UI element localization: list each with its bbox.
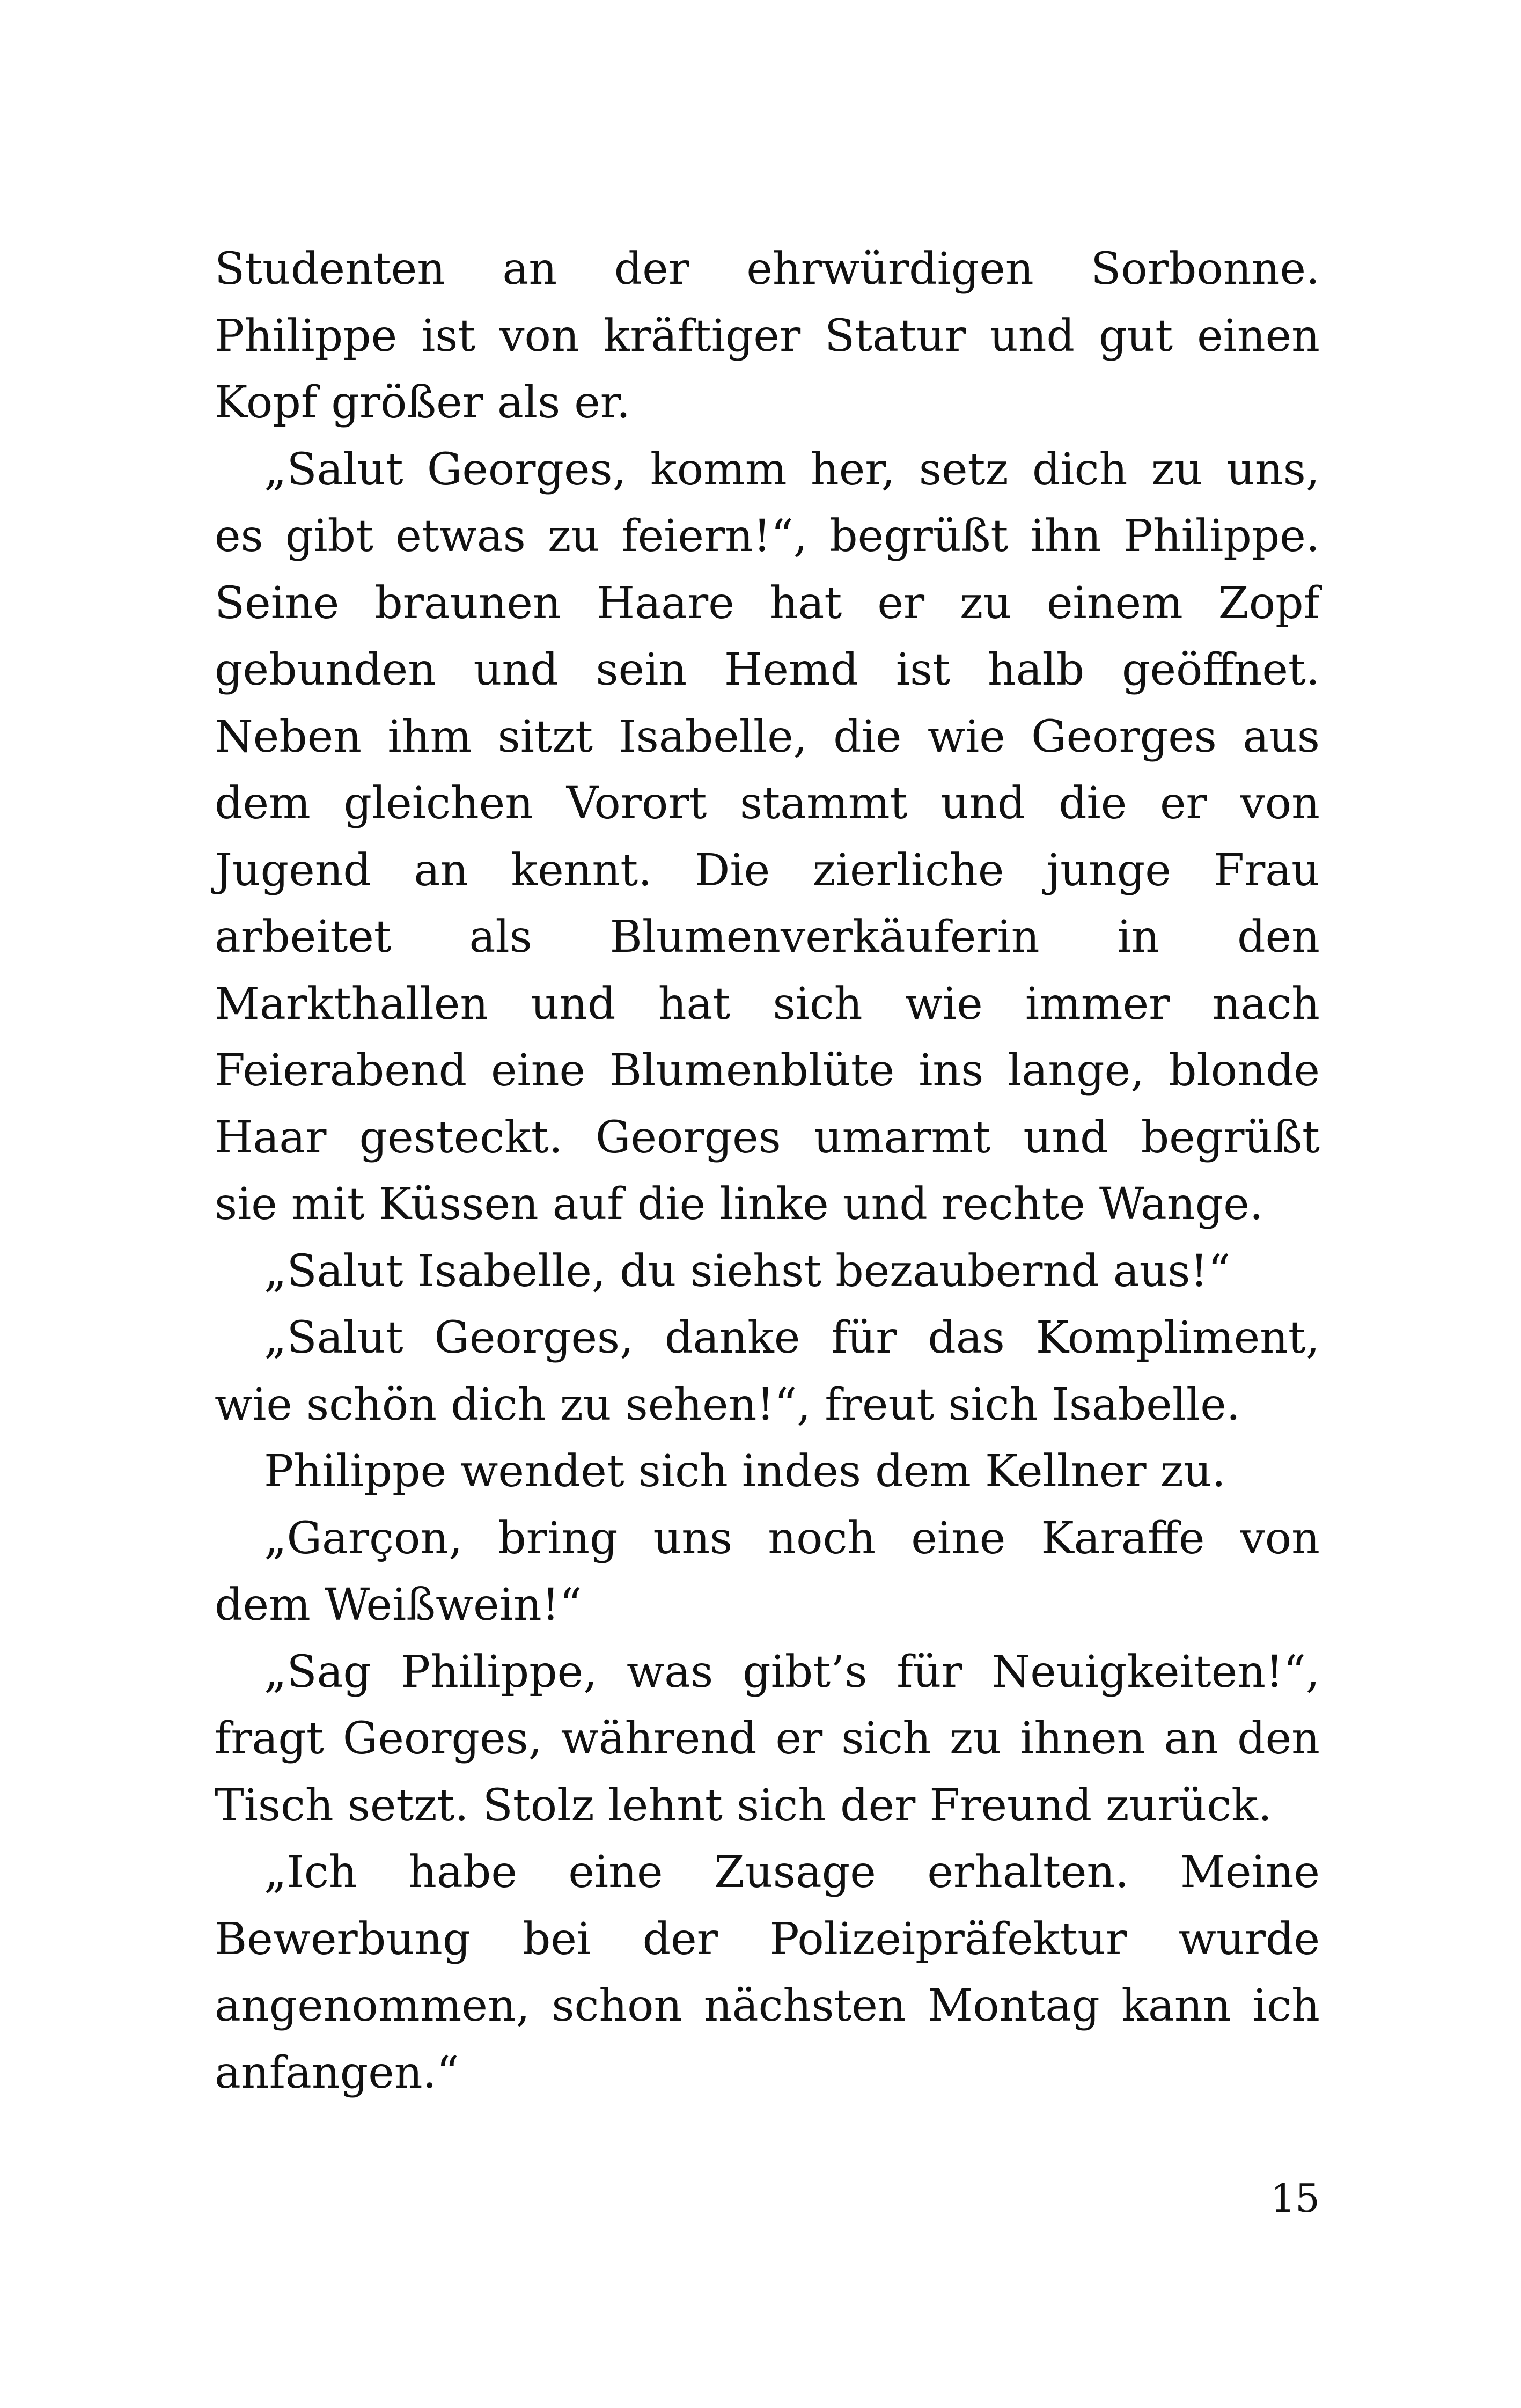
text-line: gebunden und sein Hemd ist halb geöffnet. <box>215 644 1320 695</box>
text-line: „Sag Philippe, was gibt’s für Neuigkeiten!“, <box>264 1646 1320 1698</box>
text-line: Philippe wendet sich indes dem Kellner zu. <box>264 1446 1226 1497</box>
text-line: dem Weißwein!“ <box>215 1580 582 1631</box>
text-line: Seine braunen Haare hat er zu einem Zopf <box>215 577 1320 629</box>
text-line: „Salut Georges, danke für das Kompliment, <box>264 1312 1320 1363</box>
text-line: Kopf größer als er. <box>215 377 630 428</box>
text-line: anfangen.“ <box>215 2047 459 2098</box>
text-line: fragt Georges, während er sich zu ihnen an den <box>215 1713 1320 1764</box>
body-text <box>215 236 1320 2106</box>
text-line: Haar gesteckt. Georges umarmt und begrüßt <box>215 1112 1320 1163</box>
text-line: „Garçon, bring uns noch eine Karaffe von <box>264 1513 1320 1564</box>
text-line: Markthallen und hat sich wie immer nach <box>215 978 1320 1030</box>
text-line: angenommen, schon nächsten Montag kann ich <box>215 1980 1320 2031</box>
text-line: sie mit Küssen auf die linke und rechte Wange. <box>215 1179 1263 1230</box>
text-line: Bewerbung bei der Polizeipräfektur wurde <box>215 1913 1320 1965</box>
text-line: es gibt etwas zu feiern!“, begrüßt ihn Philippe. <box>215 511 1320 562</box>
text-line: Studenten an der ehrwürdigen Sorbonne. <box>215 244 1320 295</box>
text-line: „Ich habe eine Zusage erhalten. Meine <box>264 1847 1320 1898</box>
text-line: „Salut Georges, komm her, setz dich zu uns, <box>264 444 1320 495</box>
text-line: dem gleichen Vorort stammt und die er von <box>215 778 1320 829</box>
text-line: Neben ihm sitzt Isabelle, die wie Georges aus <box>215 711 1320 762</box>
text-line: wie schön dich zu sehen!“, freut sich Isabelle. <box>215 1379 1240 1430</box>
text-line: Jugend an kennt. Die zierliche junge Frau <box>215 845 1320 896</box>
page-number: 15 <box>1270 2176 1320 2221</box>
text-line: Philippe ist von kräftiger Statur und gut einen <box>215 310 1320 362</box>
text-line: arbeitet als Blumenverkäuferin in den <box>215 912 1320 963</box>
text-line: „Salut Isabelle, du siehst bezaubernd aus!“ <box>264 1245 1231 1297</box>
text-line: Feierabend eine Blumenblüte ins lange, blonde <box>215 1045 1320 1096</box>
text-line: Tisch setzt. Stolz lehnt sich der Freund zurück. <box>215 1780 1272 1831</box>
